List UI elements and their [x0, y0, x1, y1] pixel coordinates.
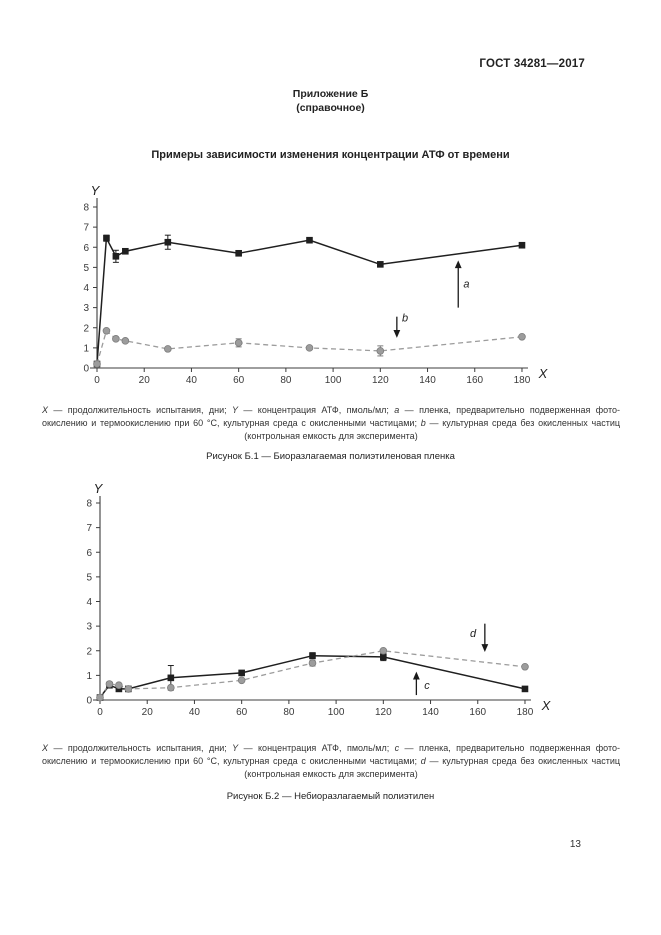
figure-b1-title: Рисунок Б.1 — Биоразлагаемая полиэтиленовая пленка [206, 451, 455, 462]
x-tick-label: 0 [97, 707, 103, 718]
legend-variable: Y [232, 743, 239, 753]
marker-square-a [377, 261, 384, 268]
y-tick-label: 8 [83, 202, 89, 214]
appendix-title: Приложение Б [292, 88, 369, 100]
y-tick-label: 7 [86, 523, 92, 535]
marker-circle-b [377, 347, 384, 354]
marker-square-a [235, 250, 242, 257]
y-tick-label: 0 [83, 363, 89, 375]
x-axis-label: X [538, 366, 548, 381]
y-tick-label: 3 [86, 621, 92, 633]
figure-b1-legend: X — продолжительность испытания, дни; Y — концентрация АТФ, пмоль/мл; a — пленка, предварительно подверженная фото-окислению и термоокислению при 60 °С, культурная среда с окисленными частицами; b — культурная среда без окисленных частиц (контрольная емкость для эксперимента) [42, 405, 621, 442]
x-tick-label: 20 [141, 707, 153, 718]
page-number: 13 [569, 839, 581, 850]
annotation-arrowhead-c [413, 672, 420, 680]
annotation-arrowhead-d [481, 644, 488, 652]
y-tick-label: 6 [83, 242, 89, 254]
x-tick-label: 100 [327, 707, 345, 718]
annotation-label-a: a [463, 278, 470, 291]
y-tick-label: 3 [83, 303, 89, 315]
marker-circle-b [112, 335, 119, 342]
marker-square-c [238, 670, 245, 677]
x-axis-label: X [541, 698, 551, 713]
marker-circle-b [306, 344, 313, 351]
x-tick-label: 180 [516, 707, 534, 718]
y-tick-label: 4 [86, 597, 92, 608]
marker-circle-d [238, 677, 245, 684]
x-tick-label: 160 [469, 707, 487, 718]
figure-b2-title: Рисунок Б.2 — Небиоразлагаемый полиэтилен [226, 791, 435, 802]
y-tick-label: 6 [86, 547, 92, 559]
marker-circle-b [122, 337, 129, 344]
annotation-label-d: d [469, 628, 477, 641]
marker-square-c [380, 654, 387, 661]
y-tick-label: 2 [86, 646, 92, 658]
y-axis-label: Y [93, 481, 103, 496]
y-tick-label: 7 [83, 222, 89, 234]
marker-square-a [113, 253, 120, 260]
y-tick-label: 4 [83, 283, 89, 294]
y-tick-label: 5 [86, 572, 92, 584]
marker-square-c [168, 675, 175, 682]
x-tick-label: 0 [94, 375, 100, 386]
marker-circle-b [519, 333, 526, 340]
marker-circle-d [167, 684, 174, 691]
annotation-arrowhead-a [455, 260, 462, 268]
x-tick-label: 120 [374, 707, 392, 718]
y-tick-label: 2 [83, 323, 89, 335]
marker-circle-d [115, 682, 122, 689]
marker-circle-b [235, 339, 242, 346]
x-tick-label: 60 [233, 375, 245, 386]
marker-square-a [103, 235, 110, 242]
legend-variable: Y [231, 405, 238, 415]
figure-b2-legend: X — продолжительность испытания, дни; Y — концентрация АТФ, пмоль/мл; c — пленка, предварительно подверженная фото-окислению и термоокислению при 60 °С, культурная среда с окисленными частицами; d — культурная среда без окисленных частиц (контрольная емкость для эксперимента) [42, 743, 621, 780]
marker-square-a [306, 237, 313, 244]
doc-number: ГОСТ 34281—2017 [479, 58, 585, 70]
annotation-label-b: b [402, 312, 409, 325]
marker-circle-d [125, 686, 132, 693]
marker-circle-d [97, 694, 104, 701]
marker-square-c [309, 652, 316, 659]
x-tick-label: 140 [422, 707, 439, 718]
y-tick-label: 1 [83, 343, 89, 355]
x-tick-label: 120 [371, 375, 389, 386]
y-tick-label: 0 [86, 695, 92, 707]
marker-square-c [522, 686, 529, 693]
chart-figure-b2 [50, 480, 590, 724]
annotation-label-c: c [424, 679, 430, 692]
marker-circle-b [103, 327, 110, 334]
legend-variable: X [42, 405, 49, 415]
x-tick-label: 40 [185, 375, 198, 386]
legend-variable: c [394, 743, 400, 753]
marker-circle-b [164, 345, 171, 352]
marker-square-a [519, 242, 526, 249]
appendix-subtitle: (справочное) [296, 101, 365, 114]
marker-circle-d [380, 647, 387, 654]
x-tick-label: 100 [324, 375, 342, 386]
legend-variable: a [394, 405, 400, 415]
x-tick-label: 160 [466, 375, 484, 386]
page-title: Примеры зависимости изменения концентрации АТФ от времени [151, 149, 510, 161]
x-tick-label: 180 [513, 375, 531, 386]
legend-variable: X [42, 743, 49, 753]
x-tick-label: 140 [419, 375, 436, 386]
y-axis-label: Y [90, 183, 100, 198]
x-tick-label: 80 [280, 375, 292, 386]
marker-circle-b [94, 361, 101, 368]
marker-circle-d [309, 660, 316, 667]
marker-circle-d [106, 681, 113, 688]
x-tick-label: 80 [283, 707, 295, 718]
y-tick-label: 8 [86, 498, 92, 510]
y-tick-label: 1 [86, 670, 92, 682]
chart-figure-b1 [50, 180, 590, 392]
marker-circle-d [522, 663, 529, 670]
marker-square-a [122, 248, 129, 255]
x-tick-label: 60 [236, 707, 248, 718]
marker-square-a [165, 239, 172, 246]
legend-variable: b [420, 418, 426, 429]
x-tick-label: 40 [188, 707, 201, 718]
legend-variable: d [420, 756, 426, 767]
annotation-arrowhead-b [393, 330, 400, 338]
x-tick-label: 20 [138, 375, 150, 386]
appendix-block [0, 88, 661, 115]
y-tick-label: 5 [83, 262, 89, 274]
